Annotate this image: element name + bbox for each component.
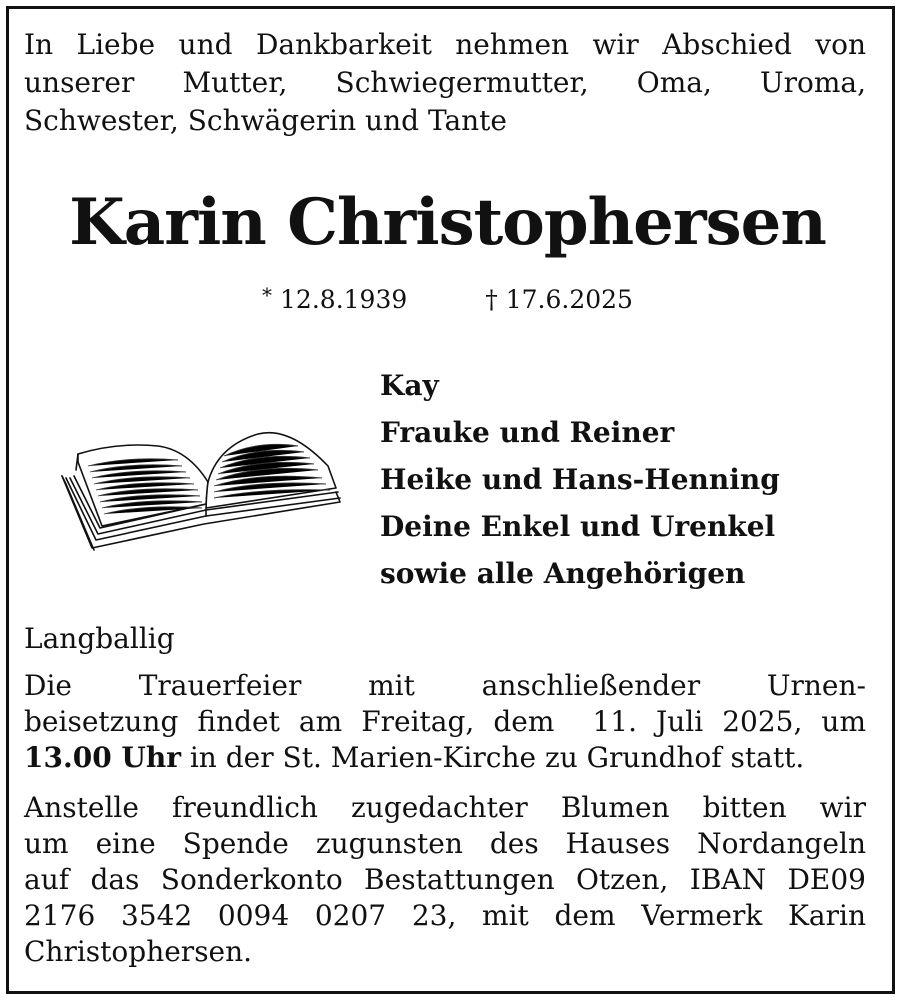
family-member: Frauke und Reiner [380,416,675,449]
family-member: sowie alle Angehörigen [380,557,746,590]
ceremony-word: Urnen- [766,669,866,702]
life-dates [0,278,895,317]
family-list [380,362,860,597]
death-date: 17.6.2025 [505,285,633,314]
ceremony-word: Die [24,669,72,702]
ceremony-paragraph [24,668,866,776]
family-member: Kay [380,369,439,402]
intro-line: unserer Mutter, Schwiegermutter, Oma, Uroma, [24,66,866,99]
deceased-name: Karin Christophersen [69,185,826,260]
ceremony-time: 13.00 Uhr [24,741,181,774]
donation-line: Christophersen. [24,935,253,968]
ceremony-line [24,668,866,704]
ceremony-line: beisetzung findet am Freitag, dem 11. Juli 2025, um [24,705,866,738]
intro-text [24,26,866,140]
family-member: Heike und Hans-Henning [380,463,780,496]
birth-date-group [262,285,415,314]
birth-star-icon: * [262,283,273,307]
death-cross-icon: † [485,285,498,314]
place-name: Langballig [24,622,175,655]
donation-line: um eine Spende zugunsten des Hauses Nordangeln [24,827,866,860]
intro-line: Schwester, Schwägerin und Tante [24,104,507,137]
donation-paragraph [24,790,866,970]
ceremony-word: Trauerfeier [138,669,302,702]
open-book-icon [58,426,344,554]
death-date-group [485,285,633,314]
donation-line: auf das Sonderkonto Bestattungen Otzen, IBAN DE09 [24,863,866,896]
donation-line: 2176 3542 0094 0207 23, mit dem Vermerk Karin [24,899,866,932]
ceremony-location: in der St. Marien-Kirche zu Grundhof statt. [180,741,805,774]
family-member: Deine Enkel und Urenkel [380,510,776,543]
ceremony-line [24,740,866,776]
ceremony-word: anschließender [481,669,701,702]
donation-line: Anstelle freundlich zugedachter Blumen bitten wir [24,791,866,824]
intro-line: In Liebe und Dankbarkeit nehmen wir Abschied von [24,28,866,61]
birth-date: 12.8.1939 [280,285,408,314]
ceremony-word: mit [368,669,415,702]
